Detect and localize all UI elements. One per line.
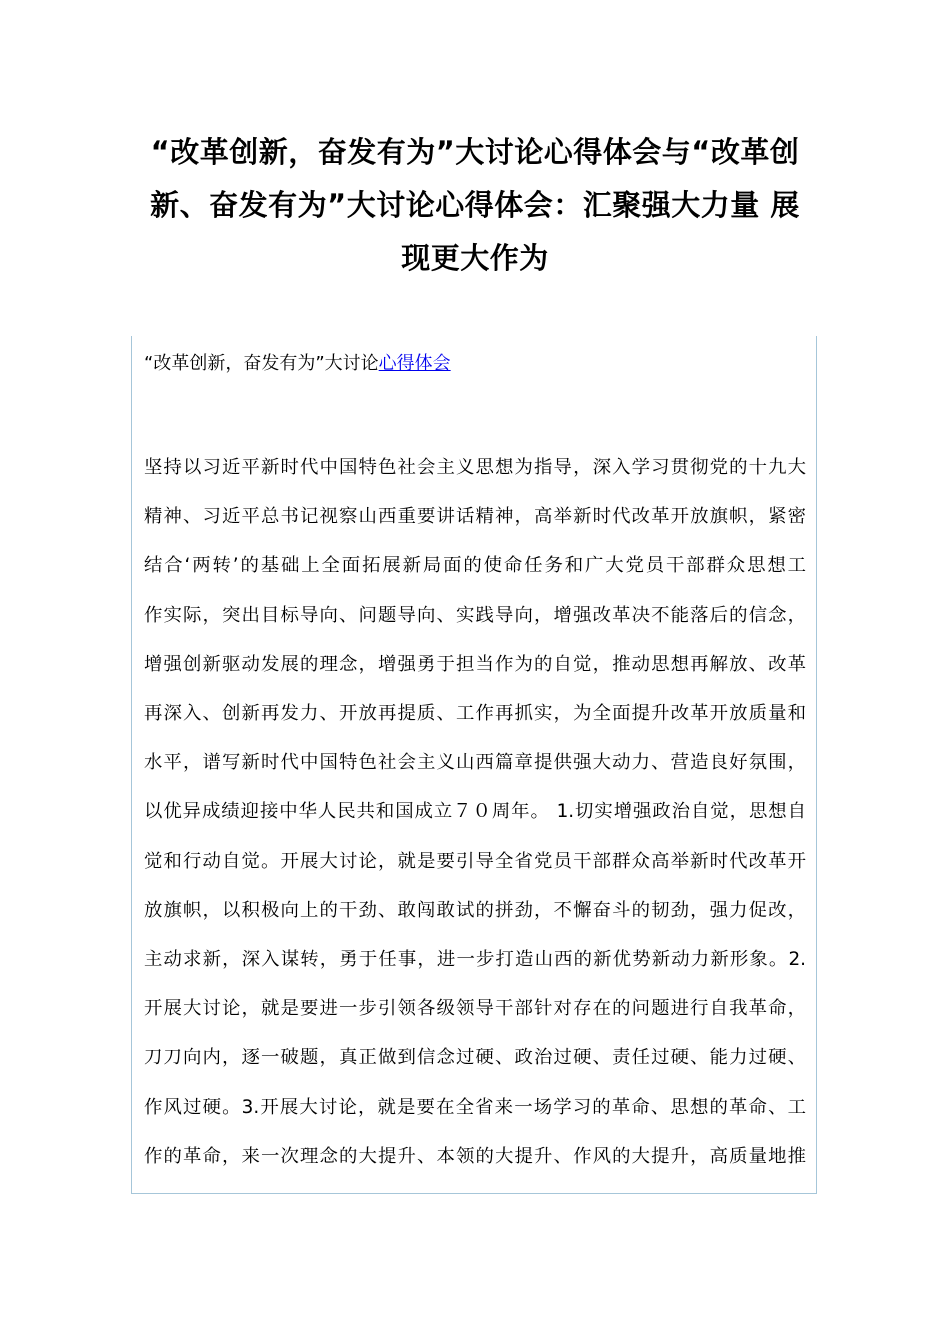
body-line: 再深入、创新再发力、开放再提质、工作再抓实，为全面提升改革开放质量和 [144,703,806,725]
body-text [144,443,806,1181]
body-line: 觉和行动自觉。开展大讨论，就是要引导全省党员干部群众高举新时代改革开 [144,850,806,872]
subtitle-link[interactable]: 心得体会 [378,353,451,374]
title-line: “改革创新，奋发有为”大讨论心得体会与“改革创 [150,135,800,169]
title-line: 新、奋发有为”大讨论心得体会：汇聚强大力量 展 [150,188,800,222]
body-line: 主动求新，深入谋转，勇于任事，进一步打造山西的新优势新动力新形象。2. [144,949,806,971]
body-line: 放旗帜，以积极向上的干劲、敢闯敢试的拼劲，不懈奋斗的韧劲，强力促改， [144,899,806,921]
body-line: 增强创新驱动发展的理念，增强勇于担当作为的自觉，推动思想再解放、改革 [144,653,806,675]
body-line: 坚持以习近平新时代中国特色社会主义思想为指导，深入学习贯彻党的十九大 [144,457,806,478]
body-line: 作实际，突出目标导向、问题导向、实践导向，增强改革决不能落后的信念， [144,604,806,626]
page-title [130,126,820,285]
subtitle [144,347,451,381]
body-line: 开展大讨论，就是要进一步引领各级领导干部针对存在的问题进行自我革命， [144,998,806,1020]
title-line: 现更大作为 [401,241,549,275]
body-line: 精神、习近平总书记视察山西重要讲话精神，高举新时代改革开放旗帜，紧密 [144,506,806,528]
body-line: 结合‘两转’的基础上全面拓展新局面的使命任务和广大党员干部群众思想工 [144,555,806,577]
body-line: 刀刀向内，逐一破题，真正做到信念过硬、政治过硬、责任过硬、能力过硬、 [144,1047,806,1069]
body-line: 以优异成绩迎接中华人民共和国成立７０周年。 1.切实增强政治自觉，思想自 [144,801,806,823]
body-line: 作的革命，来一次理念的大提升、本领的大提升、作风的大提升，高质量地推 [144,1145,806,1167]
body-line: 水平，谱写新时代中国特色社会主义山西篇章提供强大动力、营造良好氛围， [144,752,806,774]
subtitle-text: “改革创新，奋发有为”大讨论 [144,353,379,374]
body-line: 作风过硬。3.开展大讨论，就是要在全省来一场学习的革命、思想的革命、工 [144,1096,806,1118]
